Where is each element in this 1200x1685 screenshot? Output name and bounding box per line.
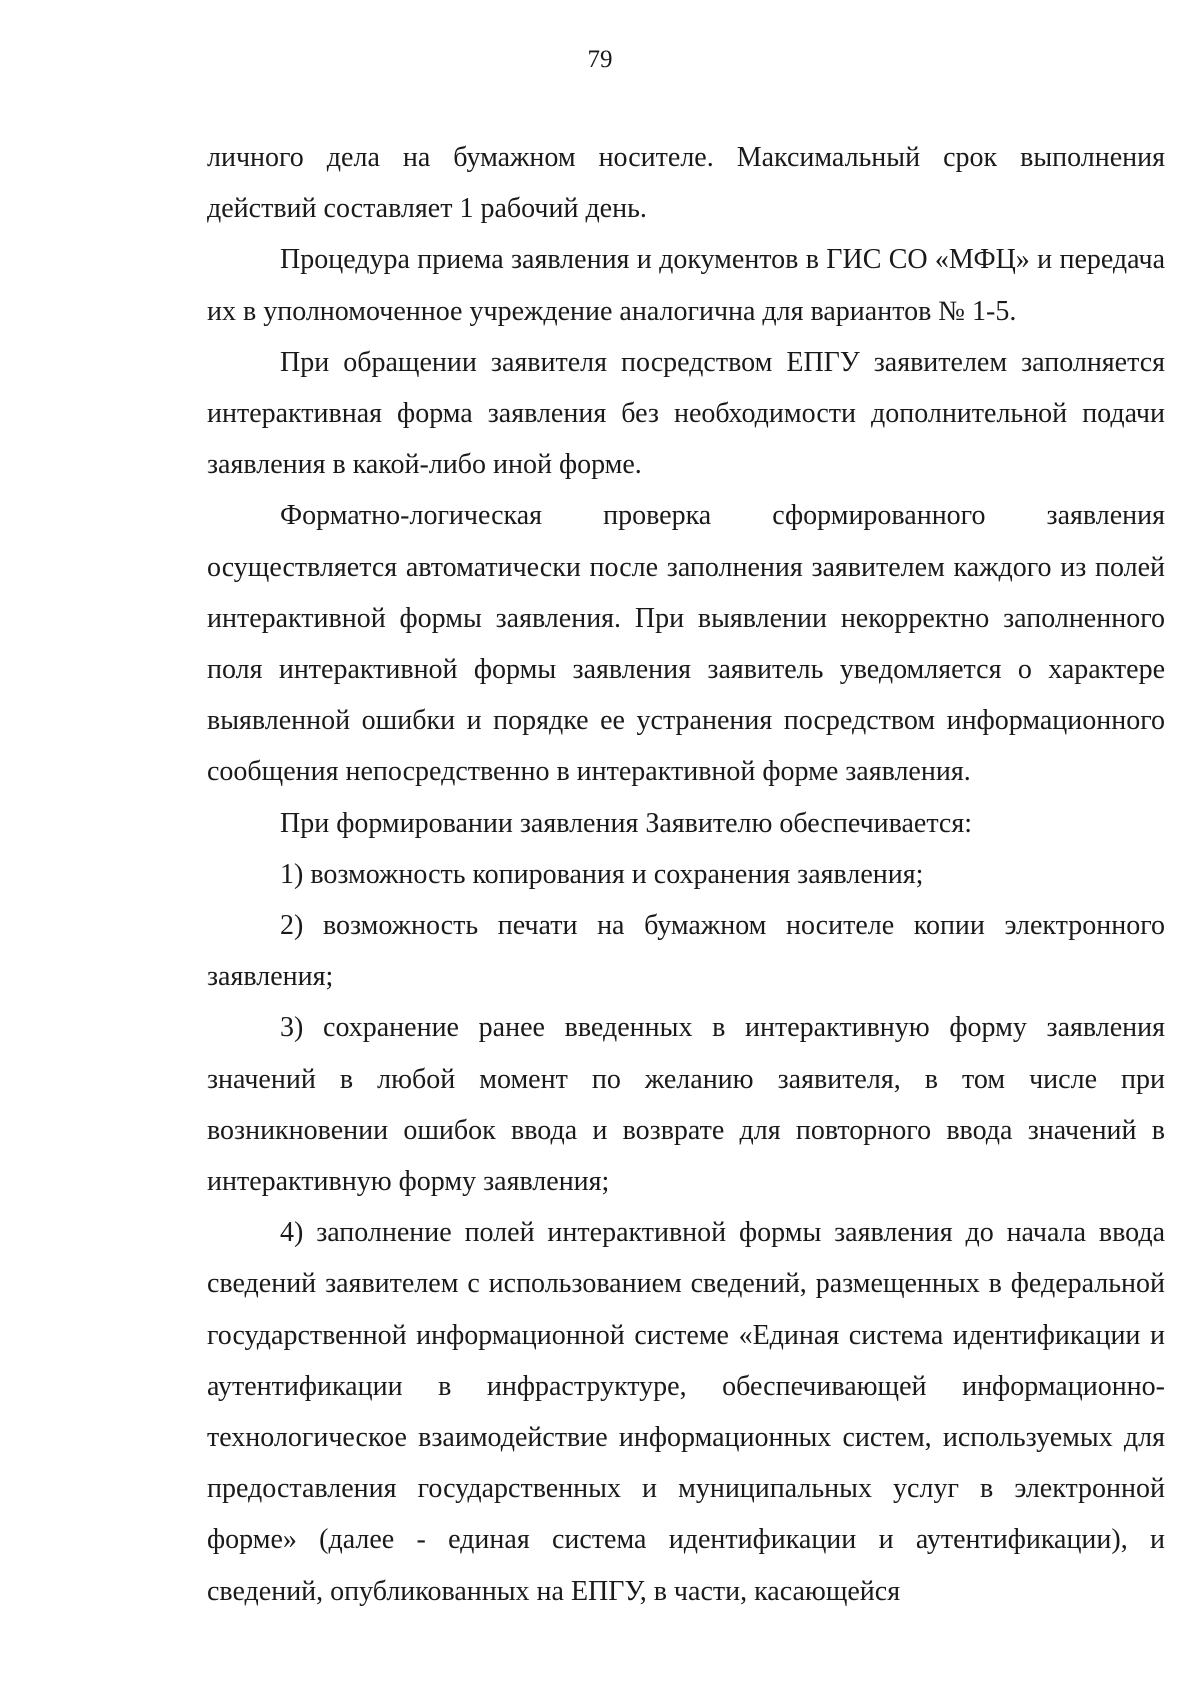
paragraph-format-check: Форматно-логическая проверка сформированного заявления осуществляется автоматически после заполнения заявителем каждого из полей интерактивной формы заявления. При выявлении некорректно заполненного поля интерактивной формы заявления заявитель уведомляется о характере выявленной ошибки и порядке ее устранения посредством информационного сообщения непосредственно в интерактивной форме заявления. (207, 500, 1165, 788)
list-item-3: 3) сохранение ранее введенных в интерактивную форму заявления значений в любой момент по желанию заявителя, в том числе при возникновении ошибок ввода и возврате для повторного ввода значений в интерактивную форму заявления; (207, 1012, 1165, 1198)
document-body (207, 132, 1165, 1617)
paragraph-mfc-procedure: Процедура приема заявления и документов в ГИС СО «МФЦ» и передача их в уполномоченное учреждение аналогична для вариантов № 1-5. (207, 244, 1165, 327)
list-item-1: 1) возможность копирования и сохранения заявления; (280, 858, 924, 890)
list-item-4: 4) заполнение полей интерактивной формы заявления до начала ввода сведений заявителем с использованием сведений, размещенных в федеральной государственной информационной системе «Единая система идентификации и аутентификации в инфраструктуре, обеспечивающей информационно-технологическое взаимодействие информационных систем, используемых для предоставления государственных и муниципальных услуг в электронной форме» (далее - единая система идентификации и аутентификации), и сведений, опубликованных на ЕПГУ, в части, касающейся (207, 1217, 1165, 1607)
paragraph-epgu-application: При обращении заявителя посредством ЕПГУ заявителем заполняется интерактивная форма заявления без необходимости дополнительной подачи заявления в какой-либо иной форме. (207, 346, 1165, 481)
paragraph-continuation: личного дела на бумажном носителе. Максимальный срок выполнения действий составляет 1 рабочий день. (207, 142, 1165, 225)
list-item-2: 2) возможность печати на бумажном носителе копии электронного заявления; (207, 910, 1165, 993)
paragraph-provisions-intro: При формировании заявления Заявителю обеспечивается: (280, 807, 973, 839)
page-number: 79 (587, 46, 613, 73)
